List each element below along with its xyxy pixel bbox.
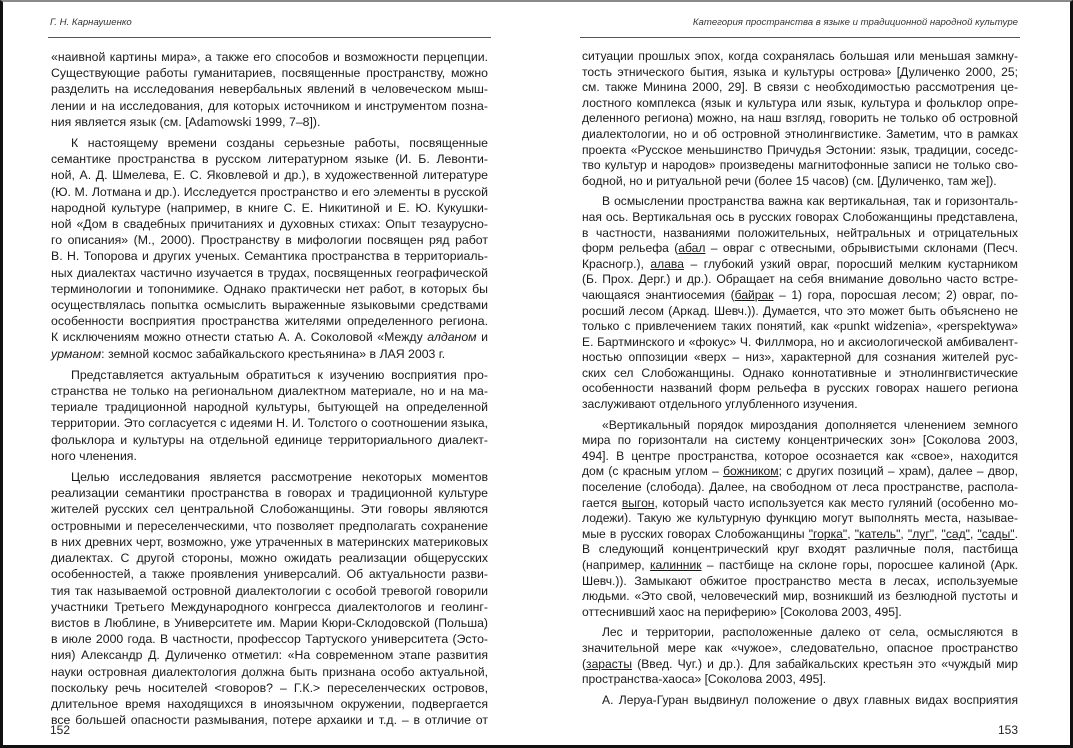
running-head-title: Категория пространства в языке и традиционной народной культуре	[692, 17, 1018, 28]
text-line: особенностей, а также проявления универсалий. Об актуальности разви-	[51, 567, 488, 582]
underlined-term: зарасты	[586, 656, 633, 671]
text-line: разделить на исследования невербальных явлений в человеческом мыш-	[51, 82, 488, 97]
underlined-term: калинник	[650, 558, 702, 572]
text-line: поселение (слобода). Далее, на свободном от леса пространстве, распола-	[582, 480, 1018, 495]
text-line: в июле 2000 года. В частности, профессор Тартуского университета (Эсто-	[51, 632, 488, 647]
text-run: форм рельефа (	[582, 241, 679, 256]
text-line: фольклора и культуры на отдельной единице территориального диалект-	[51, 432, 488, 447]
running-head-author: Г. Н. Карнаушенко	[50, 17, 132, 28]
text-line: тость этнического бытия, языка и культуры острова» [Дуличенко 2000, 25;	[582, 64, 1018, 79]
underlined-term: "сад"	[941, 526, 970, 541]
text-line: лодежи). Такую же культурную функцию могут выполнять места, называе-	[582, 511, 1018, 526]
text-line: только с привлечением таких понятий, как «punkt widzenia», «perspektywa»	[582, 319, 1018, 334]
text-line	[582, 527, 1018, 543]
paragraph	[582, 418, 1018, 621]
text-line: 494]. В центре пространства, которое осознается как «свое», находится	[582, 448, 1018, 463]
text-line: участники Третьего Международного конгресса диалектологов и геолинг-	[51, 599, 488, 614]
text-line: в них древних черт, возможно, уже утраченных в материнских материковых	[51, 534, 488, 549]
page-body	[51, 49, 488, 728]
text-line: тво культур и народов» произведены магнитофонные записи не только сво-	[582, 158, 1018, 173]
text-line: территории. Это согласуется с идеями Н. И. Толстого о соотношении языка,	[51, 416, 488, 431]
underlined-term: абал	[678, 241, 706, 256]
paragraph	[51, 469, 488, 728]
text-line: бодной, но и ритуальной речи (более 15 часов) (см. [Дуличенко, там же]).	[582, 173, 997, 188]
text-line: см. также Минина 2000, 29]. В связи с необходимостью рассмотрения це-	[582, 80, 1018, 95]
text-line: мира по горизонтали на систему концентрических зон» [Соколова 2003,	[582, 433, 1018, 448]
text-line: вистов в Люблине, в Университете им. Марии Кюри-Склодовской (Польша)	[51, 615, 488, 630]
text-run: – пастбище на склоне горы, поросшее калиной (Арк.	[701, 558, 1018, 572]
italic-term: алданом	[427, 330, 477, 345]
underlined-term: "катель"	[854, 526, 901, 541]
text-line	[582, 288, 1018, 304]
text-line: поскольку речь носителей <говоров? – Г.К.> переселенческих островов,	[51, 680, 488, 695]
paragraph	[582, 194, 1018, 412]
underlined-term: "горка"	[808, 526, 848, 541]
underlined-term: алава	[650, 256, 684, 271]
paragraph	[582, 49, 1018, 189]
text-run: (	[582, 656, 587, 671]
text-run: дом (с красным углом –	[582, 464, 724, 479]
text-line: «наивной картины мира», а также его способов и возможности перцепции.	[51, 50, 488, 64]
text-line: заслуживают отдельного углубленного изучения.	[582, 397, 858, 412]
text-line	[582, 496, 1018, 512]
text-line	[51, 346, 488, 362]
paragraph	[582, 693, 1018, 709]
text-run: ,	[969, 526, 978, 541]
paragraph	[51, 135, 488, 362]
text-line: жителей русских сел центральной Слобожанщины. Эти говоры являются	[51, 502, 488, 517]
text-line: ских сел Слобожанщины. Однако коннотативные и этнолингвистические	[582, 365, 1018, 380]
text-line: ностью оппозиции «верх – низ», характерной для сознания жителей рус-	[582, 350, 1018, 365]
text-line: А. Леруа-Гуран выдвинул положение о двух главных видах восприятия	[602, 692, 1018, 707]
text-line: Целью исследования является рассмотрение некоторых моментов	[71, 470, 488, 485]
text-line: ной, А. Д. Шмелева, Е. С. Яковлевой и др.), в художественной литературе	[51, 168, 488, 183]
text-line: ния является язык (см. [Adamowski 1999, 7–8]).	[51, 114, 321, 129]
text-line: народной культуре (например, в книге С. Е. Никитиной и Е. Ю. Кукушки-	[51, 200, 488, 215]
header-rule	[48, 37, 491, 38]
text-line: К настоящему времени созданы серьезные работы, посвященные	[71, 136, 488, 151]
text-line: реализации семантики пространства в говорах и традиционной культуре	[51, 486, 488, 501]
text-run: (например,	[582, 558, 650, 572]
text-line: ная ось. Вертикальная ось в русских говорах Слобожанщины представлена,	[582, 209, 1018, 224]
text-line: в частности, названиями положительных, нейтральных и отрицательных	[582, 225, 1018, 240]
text-line	[582, 257, 1018, 273]
text-run: – овраг с отвесными, обрывистыми склонами (Песч.	[705, 241, 1018, 256]
paragraph	[51, 367, 488, 464]
text-run: , который часто используется как место гуляний (особенно мо-	[654, 495, 1018, 510]
text-line: диалектологии, но и об островной этнолингвистике. Заметим, что в рамках	[582, 126, 1018, 141]
text-run: – 1) гора, поросшая лесом; 2) овраг, по-	[773, 287, 1018, 302]
text-line: науки островная диалектология должна быть признана особо актуальной,	[51, 664, 488, 679]
header-rule	[580, 37, 1020, 38]
underlined-term: "сады"	[977, 526, 1015, 541]
text-run: ,	[934, 526, 942, 541]
text-line: осуществлялась попытка осмыслить выраженные языковыми средствами	[51, 298, 488, 313]
italic-term: урманом	[51, 346, 102, 361]
text-line: проекта «Русское меньшинство Причудья Эстонии: язык, традиции, соседс-	[582, 142, 1018, 157]
text-line: ситуации прошлых эпох, когда сохранялась большая или меньшая замкну-	[582, 49, 1018, 63]
page-body	[582, 49, 1018, 708]
text-run: ; с других позиций – храм), далее – двор,	[778, 464, 1018, 479]
text-run: гается	[582, 495, 622, 510]
text-line: Представляется актуальным обратиться к изучению восприятия про-	[71, 367, 488, 382]
text-run: К исключениям можно отнести статью А. А. Соколовой «Между	[51, 330, 428, 345]
text-line: длительное время находящихся в иноязычном окружении, подвергается	[51, 696, 488, 711]
text-line: все большей опасности размывания, потере архаики и т.д. – в отличие от	[51, 713, 488, 728]
text-run: чающаяся энантиосемия (	[582, 287, 735, 302]
text-line: деленного региона) можно, на наш взгляд, говорить не только об островной	[582, 111, 1018, 126]
text-line: Шевч.)). Замыкают обжитое пространство места в лесах, используемые	[582, 573, 1018, 588]
text-line: островными и переселенческими, что позволяет предполагать сохранение	[51, 518, 488, 533]
text-run: и	[476, 330, 488, 345]
text-line: лостного комплекса (язык и культура или язык, культура и фольклор опре-	[582, 95, 1018, 110]
page-right	[537, 0, 1073, 748]
text-line: тия так называемой островной диалектологии с особой тревогой говорили	[51, 583, 488, 598]
text-line: го описания» (М., 2000). Пространству в мифологии посвящен ряд работ	[51, 233, 488, 248]
underlined-term: байрак	[734, 287, 774, 302]
text-run: Красногр.),	[582, 256, 651, 271]
text-line: лении и на исследования, для которых источником и инструментом позна-	[51, 98, 488, 113]
text-line: «Вертикальный порядок мироздания дополняется членением земного	[602, 417, 1018, 432]
text-line: оттеснивший хаос на периферию» [Соколова 2003, 495].	[582, 604, 902, 619]
underlined-term: божником	[723, 464, 779, 479]
text-line	[582, 241, 1018, 257]
text-run: : земной космос забайкальского крестьянина» в ЛАЯ 2003 г.	[101, 346, 446, 361]
text-line: (Ю. М. Лотмана и др.). Исследуется пространство и его элементы в русской	[51, 184, 488, 199]
page-number: 152	[50, 723, 71, 737]
text-line: териале традиционной народной культуры, бытующей на определенной	[51, 400, 488, 415]
text-line: Лес и территории, расположенные далеко от села, осмысляются в	[602, 625, 1018, 640]
text-line: людьми. «Это свой, человеческий мир, возникший из безлюдной пустоты и	[582, 589, 1018, 604]
underlined-term: выгон	[621, 495, 655, 510]
underlined-term: "луг"	[907, 526, 935, 541]
text-line: ной «Дом в свадебных причитаниях и духовных стихах: Опыт тезаурусно-	[51, 217, 488, 232]
text-line: семантике пространства в русском литературном языке (И. Б. Левонти-	[51, 152, 488, 167]
paragraph	[51, 49, 488, 130]
text-line: терминологии и топонимике. Однако практически нет работ, в которых бы	[51, 281, 488, 296]
text-line: В осмыслении пространства важна как вертикальная, так и горизонталь-	[602, 194, 1018, 209]
text-line: Существующие работы гуманитариев, посвященные пространству, можно	[51, 66, 488, 81]
text-run: мые в русских говорах Слобожанщины	[582, 526, 809, 541]
text-line: (Б. Прох. Дерг.) и др.). Обращает на себя внимание довольно часто встре-	[582, 272, 1018, 287]
text-line: росший лесом (Аркад. Шевч.)). Думается, что это может быть объяснено не	[582, 303, 1018, 318]
text-line: В следующий концентрический круг входят различные поля, пастбища	[582, 542, 1018, 557]
text-line: В. Н. Топорова и других ученых. Семантика пространства в территориаль-	[51, 249, 488, 264]
text-line	[582, 657, 1018, 673]
text-run: (Введ. Чуг.) и др.). Для забайкальских крестьян это «чуждый мир	[632, 656, 1018, 671]
text-line: особенности названий форм рельефа в русских говорах нашего региона	[582, 381, 1018, 396]
text-line: Е. Бартминского и «фокус» Ч. Филлмора, но и аксиологической амбивалент-	[582, 334, 1018, 349]
text-line: диалектах. С другой стороны, можно ожидать реализации общерусских	[51, 551, 488, 566]
text-line: значительной мере как «чужое», следовательно, опасное пространство	[582, 640, 1018, 655]
text-run: – глубокий узкий овраг, поросший мелким кустарником	[683, 256, 1018, 271]
text-line: ных диалектах частично изучается в трудах, посвященных географической	[51, 265, 488, 280]
paragraph	[582, 625, 1018, 687]
text-line	[51, 329, 488, 345]
text-line: особенности восприятия пространства жителями определенного региона.	[51, 314, 488, 329]
text-run: .	[1014, 526, 1018, 541]
text-line: пространства-хаоса» [Соколова 2003, 495].	[582, 672, 827, 687]
text-run: ,	[847, 526, 855, 541]
text-line: ния) Александр Д. Дуличенко отметил: «На современном этапе развития	[51, 648, 488, 663]
page-number: 153	[997, 723, 1018, 737]
text-run: ,	[900, 526, 908, 541]
text-line: ного членения.	[51, 448, 137, 463]
text-line: странства не только на региональном диалектном материале, но и на ма-	[51, 384, 488, 399]
text-line	[582, 558, 1018, 574]
text-line	[582, 464, 1018, 480]
